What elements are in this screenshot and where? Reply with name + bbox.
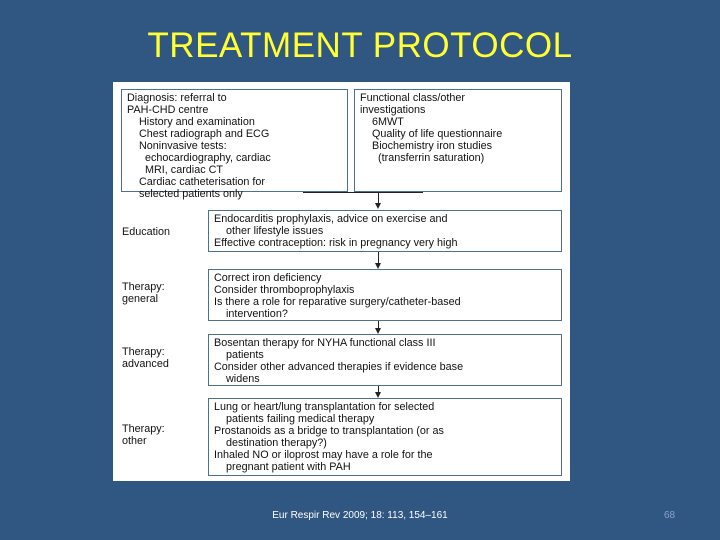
row-label-therapy-general (122, 281, 165, 305)
diagnosis-box (121, 89, 348, 200)
therapy-other-line: destination therapy?) (226, 437, 327, 449)
functional-line: Quality of life questionnaire (372, 128, 503, 140)
row-label-text: other (122, 435, 147, 447)
functional-class-box (354, 89, 562, 192)
education-line: Effective contraception: risk in pregnancy very high (214, 237, 458, 249)
treatment-flowchart (113, 82, 570, 481)
row-label-education (122, 226, 170, 238)
therapy-advanced-box (208, 334, 562, 386)
diagnosis-line: Cardiac catheterisation for (139, 176, 266, 188)
education-box (208, 210, 562, 252)
row-label-text: Education (122, 226, 171, 238)
diagnosis-line: echocardiography, cardiac (145, 152, 271, 164)
diagnosis-line: PAH-CHD centre (127, 104, 209, 116)
therapy-general-line: Correct iron deficiency (214, 272, 322, 284)
row-label-text: Therapy: (122, 423, 165, 435)
therapy-general-box (208, 269, 562, 321)
diagnosis-line: selected patients only (139, 188, 243, 200)
functional-line: investigations (360, 104, 426, 116)
citation-footer: Eur Respir Rev 2009; 18: 113, 154–161 (272, 510, 448, 521)
therapy-general-line: Consider thromboprophylaxis (214, 284, 355, 296)
functional-line: (transferrin saturation) (378, 152, 485, 164)
slide-title: TREATMENT PROTOCOL (147, 26, 573, 65)
therapy-general-line: intervention? (226, 308, 288, 320)
row-label-text: general (122, 293, 159, 305)
therapy-other-box (208, 398, 562, 476)
page-number: 68 (664, 510, 676, 521)
education-line: other lifestyle issues (226, 225, 324, 237)
therapy-other-line: Lung or heart/lung transplantation for selected (214, 401, 435, 413)
arrow-down-icon (375, 203, 381, 209)
diagnosis-line: Noninvasive tests: (139, 140, 227, 152)
therapy-other-line: Prostanoids as a bridge to transplantation (or as (214, 425, 444, 437)
connector-line (378, 192, 379, 203)
therapy-other-line: pregnant patient with PAH (226, 461, 351, 473)
therapy-advanced-line: widens (226, 373, 260, 385)
diagnosis-line: Diagnosis: referral to (127, 92, 227, 104)
therapy-advanced-line: Bosentan therapy for NYHA functional class III (214, 337, 436, 349)
therapy-other-line: patients failing medical therapy (226, 413, 375, 425)
therapy-other-line: Inhaled NO or iloprost may have a role for the (214, 449, 433, 461)
diagnosis-line: Chest radiograph and ECG (139, 128, 270, 140)
therapy-general-line: Is there a role for reparative surgery/catheter-based (214, 296, 461, 308)
therapy-advanced-line: patients (226, 349, 264, 361)
row-label-text: Therapy: (122, 346, 165, 358)
row-label-therapy-other (122, 423, 165, 447)
therapy-advanced-line: Consider other advanced therapies if evidence base (214, 361, 464, 373)
functional-line: 6MWT (372, 116, 404, 128)
connector-line (378, 252, 379, 263)
row-label-text: advanced (122, 358, 169, 370)
row-label-therapy-advanced (122, 346, 169, 370)
functional-line: Functional class/other (360, 92, 466, 104)
diagnosis-line: MRI, cardiac CT (145, 164, 223, 176)
row-label-text: Therapy: (122, 281, 165, 293)
diagnosis-line: History and examination (139, 116, 255, 128)
connector-line (303, 192, 423, 193)
education-line: Endocarditis prophylaxis, advice on exercise and (214, 213, 448, 225)
functional-line: Biochemistry iron studies (372, 140, 493, 152)
